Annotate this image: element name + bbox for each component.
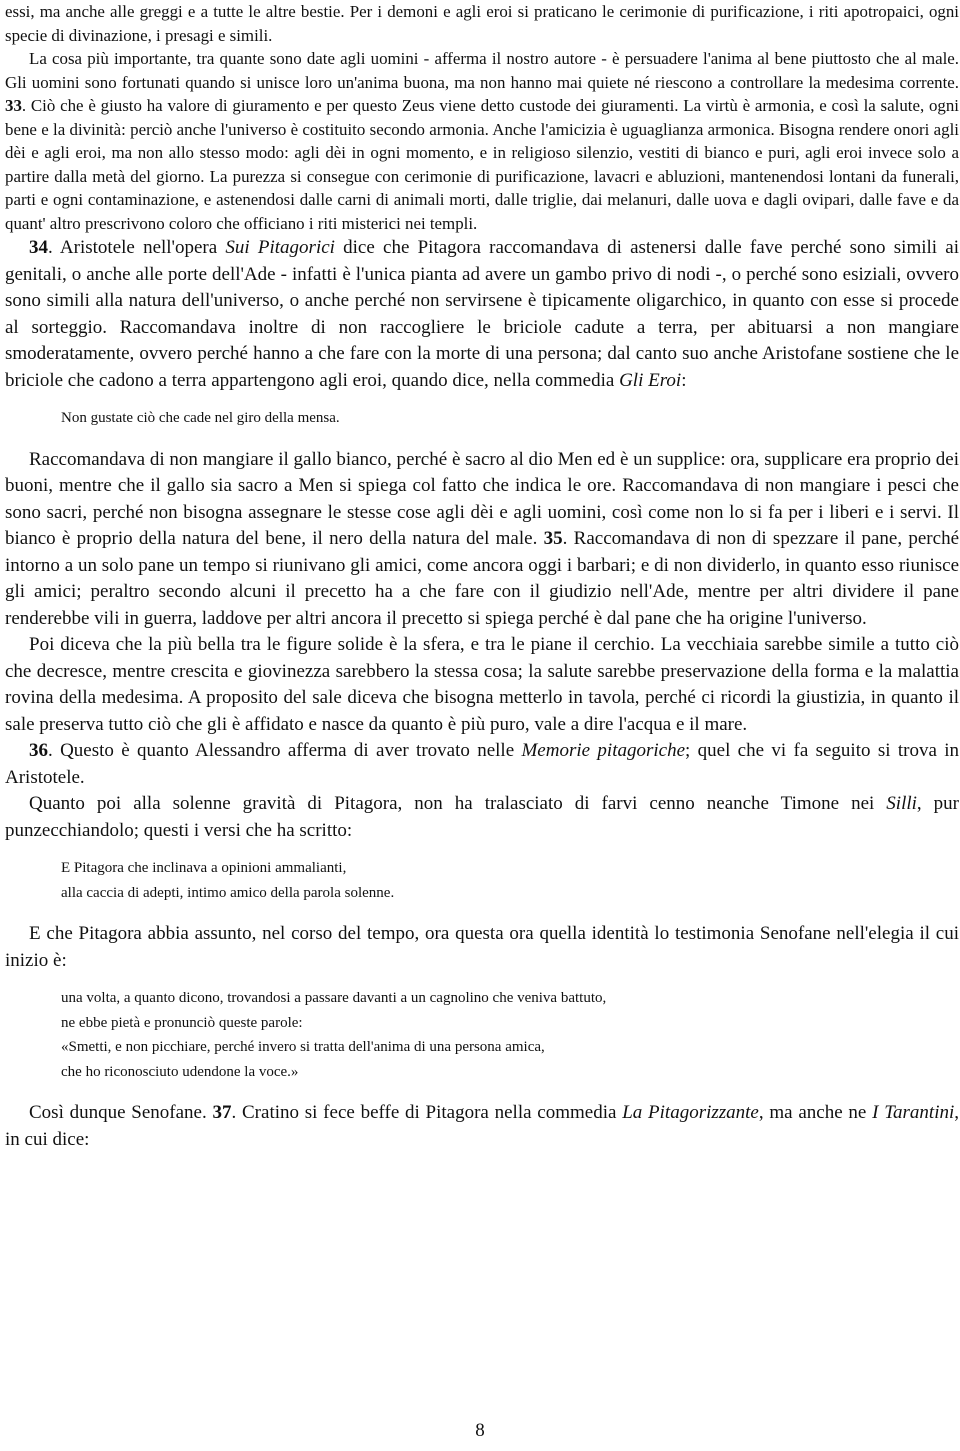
text-run: dice che Pitagora raccomandava di astenersi dalle fave perché sono simili ai genitali, o anche alle porte dell'Ade - infatti è l'unica pianta ad avere un gambo privo di nodi -, o perché sono esiziali, ovvero sono simili alla natura dell'universo, o anche perché non servirsene è tipicamente oligarchico, in quanto con esse si procede al sorteggio. Raccomandava inoltre di non raccogliere le briciole cadute a terra, per abituarsi a non mangiare smoderatamente, ovvero perché hanno a che fare con la morte di una persona; dal canto suo anche Aristofane sostiene che le briciole che cadono a terra appartengono agli eroi, quando dice, nella commedia xyxy=(5,237,959,391)
paragraph xyxy=(5,632,959,738)
quote-block-3 xyxy=(5,986,959,1084)
quote-line: E Pitagora che inclinava a opinioni ammalianti, xyxy=(61,860,347,877)
work-title: Memorie pitagoriche xyxy=(521,740,686,762)
paragraph xyxy=(5,921,959,974)
text-run: , ma anche ne xyxy=(758,1102,873,1124)
section-number: 33 xyxy=(5,96,22,116)
paragraph xyxy=(5,447,959,633)
work-title: Silli xyxy=(886,793,917,815)
text-run: . Cratino si fece beffe di Pitagora nella commedia xyxy=(231,1102,623,1124)
section-paragraphs-3 xyxy=(5,921,959,974)
work-title: Gli Eroi xyxy=(619,369,682,391)
work-title: Sui Pitagorici xyxy=(225,237,335,259)
text-run: E che Pitagora abbia assunto, nel corso del tempo, ora questa ora quella identità lo testimonia Senofane nell'elegia il cui inizio è: xyxy=(5,923,959,971)
quote-line: alla caccia di adepti, intimo amico della parola solenne. xyxy=(61,884,395,901)
quote-line: una volta, a quanto dicono, trovandosi a passare davanti a un cagnolino che veniva battuto, xyxy=(61,990,607,1007)
paragraph xyxy=(5,0,959,47)
paragraph xyxy=(5,738,959,791)
text-run: . Questo è quanto Alessandro afferma di aver trovato nelle xyxy=(48,740,522,762)
text-run: Poi diceva che la più bella tra le figure solide è la sfera, e tra le piane il cerchio. La vecchiaia sarebbe simile a tutto ciò che decresce, mentre crescita e giovinezza sarebbero la stessa cosa; la salute sarebbe preservazione della forma e la malattia rovina della medesima. A proposito del sale diceva che bisogna metterlo in tavola, perché ci ricordi la giustizia, in quanto il sale preserva tutto ciò che gli è affidato e nasce da quanto è più puro, vale a dire l'acqua e il mare. xyxy=(5,634,959,735)
paragraph xyxy=(5,47,959,235)
text-run: La cosa più importante, tra quante sono date agli uomini - afferma il nostro autore - è persuadere l'anima al bene piuttosto che al male. Gli uomini sono fortunati quando si unisce loro un'anima buona, ma non hanno mai quiete né riescono a controllare la medesima corrente. xyxy=(5,49,959,92)
section-paragraphs-4 xyxy=(5,1100,959,1153)
text-run: Quanto poi alla solenne gravità di Pitagora, non ha tralasciato di farvi cenno neanche Timone nei xyxy=(29,793,887,815)
quote-block-2 xyxy=(5,856,959,905)
text-run: ; quel che vi fa seguito si trova in Aristotele. xyxy=(5,740,959,788)
quote-block-1 xyxy=(5,406,959,431)
paragraph xyxy=(5,235,959,394)
quote-line: che ho riconosciuto udendone la voce.» xyxy=(61,1063,299,1080)
quote-line: Non gustate ciò che cade nel giro della mensa. xyxy=(61,410,340,427)
work-title: I Tarantini xyxy=(872,1102,955,1124)
quote-line: «Smetti, e non picchiare, perché invero si tratta dell'anima di una persona amica, xyxy=(61,1039,545,1056)
text-run: . Aristotele nell'opera xyxy=(48,237,226,259)
page-number: 8 xyxy=(475,1420,485,1441)
text-run: : xyxy=(681,369,687,391)
text-run: . Raccomandava di non di spezzare il pane, perché intorno a un solo pane un tempo si riunivano gli amici, come ancora oggi i barbari; e di non dividerlo, in quanto esso riunisce gli amici; peraltro secondo alcuni il precetto ha a che fare con il giudizio nell'Ade, mentre per altri dividere il pane renderebbe vili in guerra, laddove per altri ancora il precetto si spiega perché è dal pane che ha origine l'universo. xyxy=(5,528,959,629)
section-number: 37 xyxy=(212,1102,232,1124)
text-run: , pur punzecchiandolo; questi i versi che ha scritto: xyxy=(5,793,959,841)
text-run: Così dunque Senofane. xyxy=(29,1102,213,1124)
work-title: La Pitagorizzante xyxy=(622,1102,759,1124)
paragraph xyxy=(5,791,959,844)
section-number: 35 xyxy=(543,528,563,550)
text-run: . Ciò che è giusto ha valore di giuramento e per questo Zeus viene detto custode dei giuramenti. La virtù è armonia, e così la salute, ogni bene e la divinità: perciò anche l'universo è costituito secondo armonia. Anche l'amicizia è uguaglianza armonica. Bisogna rendere onori agli dèi e agli eroi, ma non allo stesso modo: agli dèi in ogni momento, e in religioso silenzio, vestiti di bianco e puri, agli eroi invece solo a partire dalla metà del giorno. La purezza si consegue con cerimonie di purificazione, lavacri e abluzioni, mantenendosi lontani da funerali, parti e ogni contaminazione, e astenendosi dalle carni di animali morti, dalle triglie, dai melanuri, dalle uova e dagli ovipari, dalle fave e da quant' altro prescrivono coloro che officiano i riti misterici nei templi. xyxy=(5,96,959,233)
text-run: essi, ma anche alle greggi e a tutte le altre bestie. Per i demoni e agli eroi si praticano le cerimonie di purificazione, i riti apotropaici, ogni specie di divinazione, i presagi e simili. xyxy=(5,2,959,45)
section-paragraphs-1 xyxy=(5,0,959,394)
section-paragraphs-2 xyxy=(5,447,959,845)
document-page xyxy=(5,0,959,1153)
section-number: 34 xyxy=(29,237,48,259)
paragraph xyxy=(5,1100,959,1153)
text-run: Raccomandava di non mangiare il gallo bianco, perché è sacro al dio Men ed è un supplice: ora, supplicare era proprio dei buoni, mentre che il gallo sia sacro a Men si spiega col fatto che indica le ore. Raccomandava di non mangiare i pesci che sono sacri, perché non bisogna assegnare le stesse cose agli dèi e agli uomini, così come non lo si fa per i liberi e i servi. Il bianco è proprio della natura del bene, il nero della natura del male. xyxy=(5,448,959,550)
text-run: , in cui dice: xyxy=(5,1102,959,1150)
section-number: 36 xyxy=(29,740,48,762)
quote-line: ne ebbe pietà e pronunciò queste parole: xyxy=(61,1014,303,1031)
